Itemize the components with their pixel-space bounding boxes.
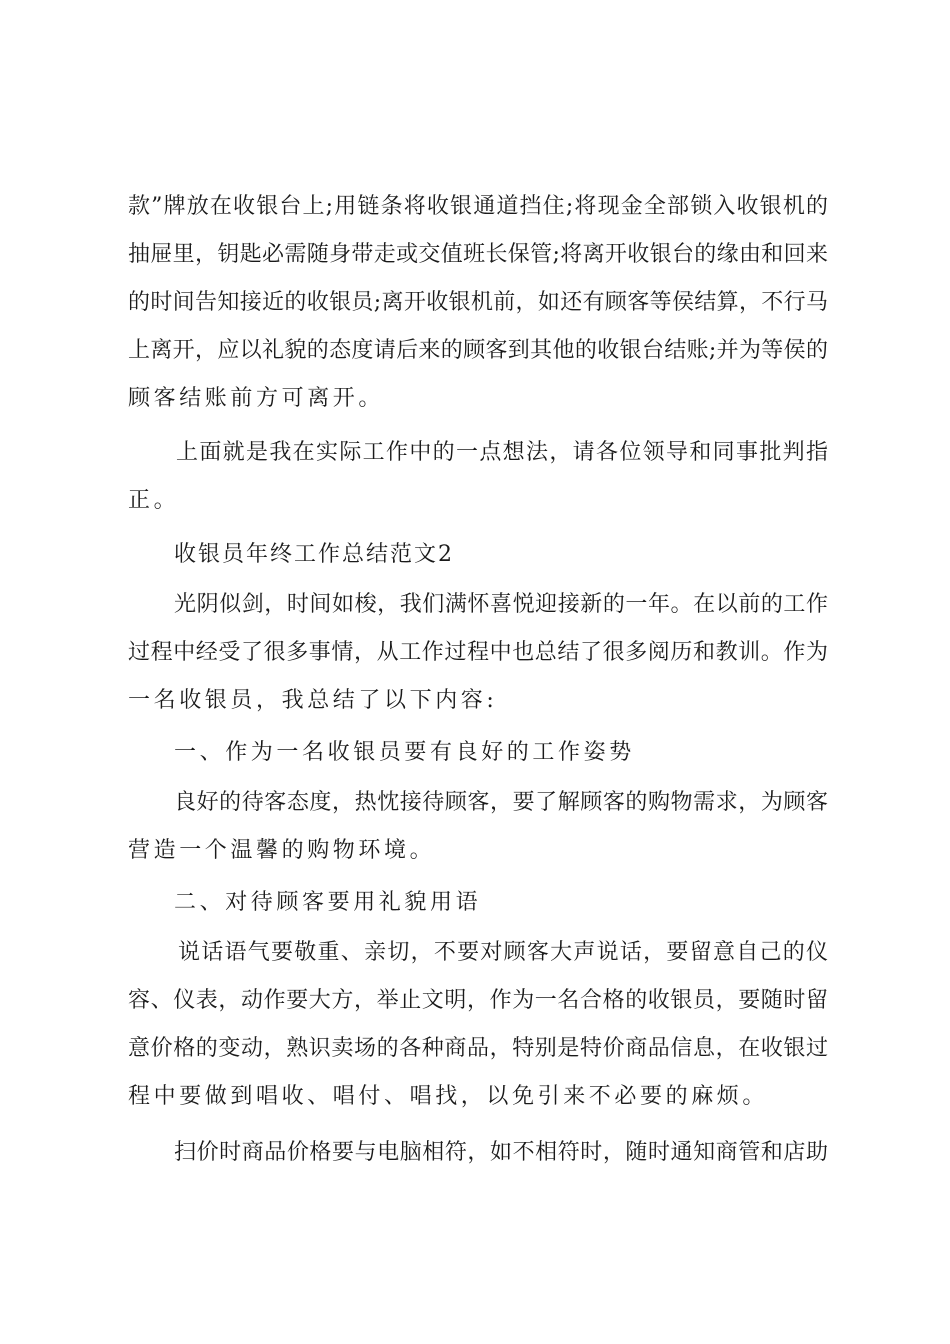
text-line: 抽屉里，钥匙必需随身带走或交值班长保管;将离开收银台的缘由和回来 — [128, 242, 828, 267]
text-line: 上离开，应以礼貌的态度请后来的顾客到其他的收银台结账;并为等侯的 — [128, 338, 828, 363]
section-heading: 收银员年终工作总结范文2 — [174, 542, 454, 567]
text-line: 扫价时商品价格要与电脑相符，如不相符时，随时通知商管和店助 — [174, 1140, 828, 1165]
text-line: 的时间告知接近的收银员;离开收银机前，如还有顾客等侯结算，不行马 — [128, 290, 828, 315]
text-line: 顾客结账前方可离开。 — [128, 386, 385, 411]
text-line: 光阴似剑，时间如梭，我们满怀喜悦迎接新的一年。在以前的工作 — [174, 592, 828, 617]
text-line: 容、仪表，动作要大方，举止文明，作为一名合格的收银员，要随时留 — [128, 988, 828, 1013]
text-line: 良好的待客态度，热忱接待顾客，要了解顾客的购物需求，为顾客 — [174, 790, 828, 815]
text-line: 款”牌放在收银台上;用链条将收银通道挡住;将现金全部锁入收银机的 — [128, 194, 828, 219]
text-line: 正。 — [128, 488, 180, 513]
text-line: 意价格的变动，熟识卖场的各种商品，特别是特价商品信息，在收银过 — [128, 1036, 828, 1061]
section-heading: 一、作为一名收银员要有良好的工作姿势 — [174, 740, 635, 765]
section-heading: 二、对待顾客要用礼貌用语 — [174, 890, 482, 915]
text-line: 一名收银员，我总结了以下内容: — [128, 688, 498, 713]
text-line: 说话语气要敬重、亲切，不要对顾客大声说话，要留意自己的仪 — [178, 940, 828, 965]
text-line: 过程中经受了很多事情，从工作过程中也总结了很多阅历和教训。作为 — [128, 640, 828, 665]
text-line: 上面就是我在实际工作中的一点想法，请各位领导和同事批判指 — [176, 440, 828, 465]
text-line: 程中要做到唱收、唱付、唱找，以免引来不必要的麻烦。 — [128, 1084, 769, 1109]
text-line: 营造一个温馨的购物环境。 — [128, 838, 436, 863]
